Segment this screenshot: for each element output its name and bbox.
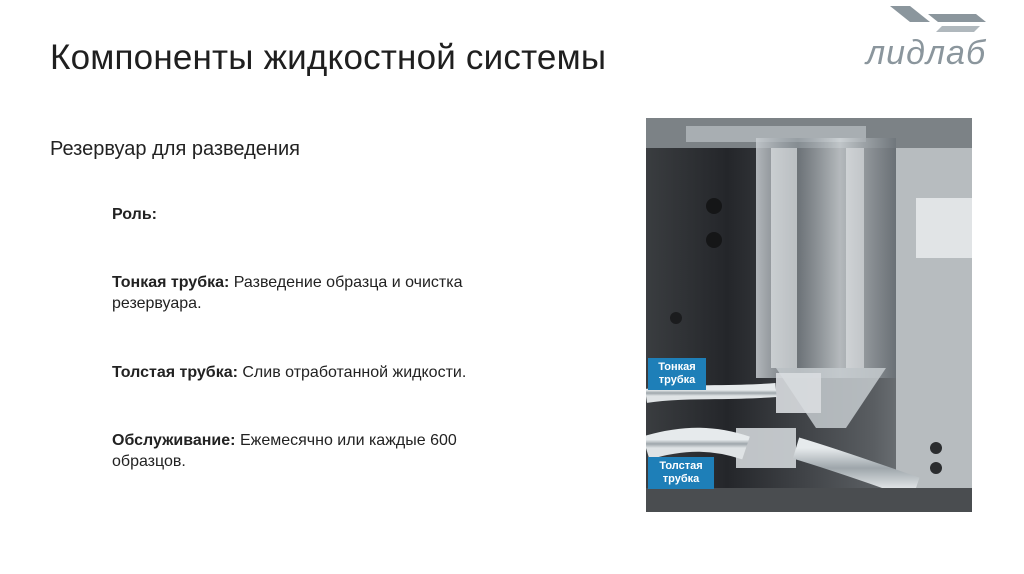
thin-tube-label: Тонкая трубка: (112, 274, 230, 291)
service-paragraph (112, 430, 532, 472)
section-subtitle: Резервуар для разведения (50, 138, 300, 160)
thick-tube-label: Толстая трубка: (112, 364, 238, 381)
lidlab-logo-mark-icon (890, 6, 990, 36)
thin-tube-tag (648, 358, 706, 390)
thick-tube-tag (648, 457, 714, 489)
logo-text: лидлаб (866, 34, 987, 72)
thin-tube-tag-line1: Тонкая (658, 361, 696, 373)
thin-tube-tag-line2: трубка (658, 374, 696, 386)
thick-tube-tag-line2: трубка (662, 473, 700, 485)
thin-tube-paragraph (112, 272, 532, 314)
service-label: Обслуживание: (112, 432, 236, 449)
slide-title: Компоненты жидкостной системы (50, 38, 607, 77)
role-paragraph (112, 204, 532, 225)
thick-tube-text: Слив отработанной жидкости. (237, 364, 467, 381)
thin-tube-text: Разведение образца и очистка резервуара. (112, 274, 463, 312)
thick-tube-paragraph (112, 362, 532, 383)
thick-tube-tag-line1: Толстая (659, 460, 703, 472)
company-logo (862, 6, 1012, 78)
dilution-reservoir-photo (646, 118, 972, 512)
service-text: Ежемесячно или каждые 600 образцов. (112, 432, 457, 470)
role-label: Роль: (112, 206, 157, 223)
